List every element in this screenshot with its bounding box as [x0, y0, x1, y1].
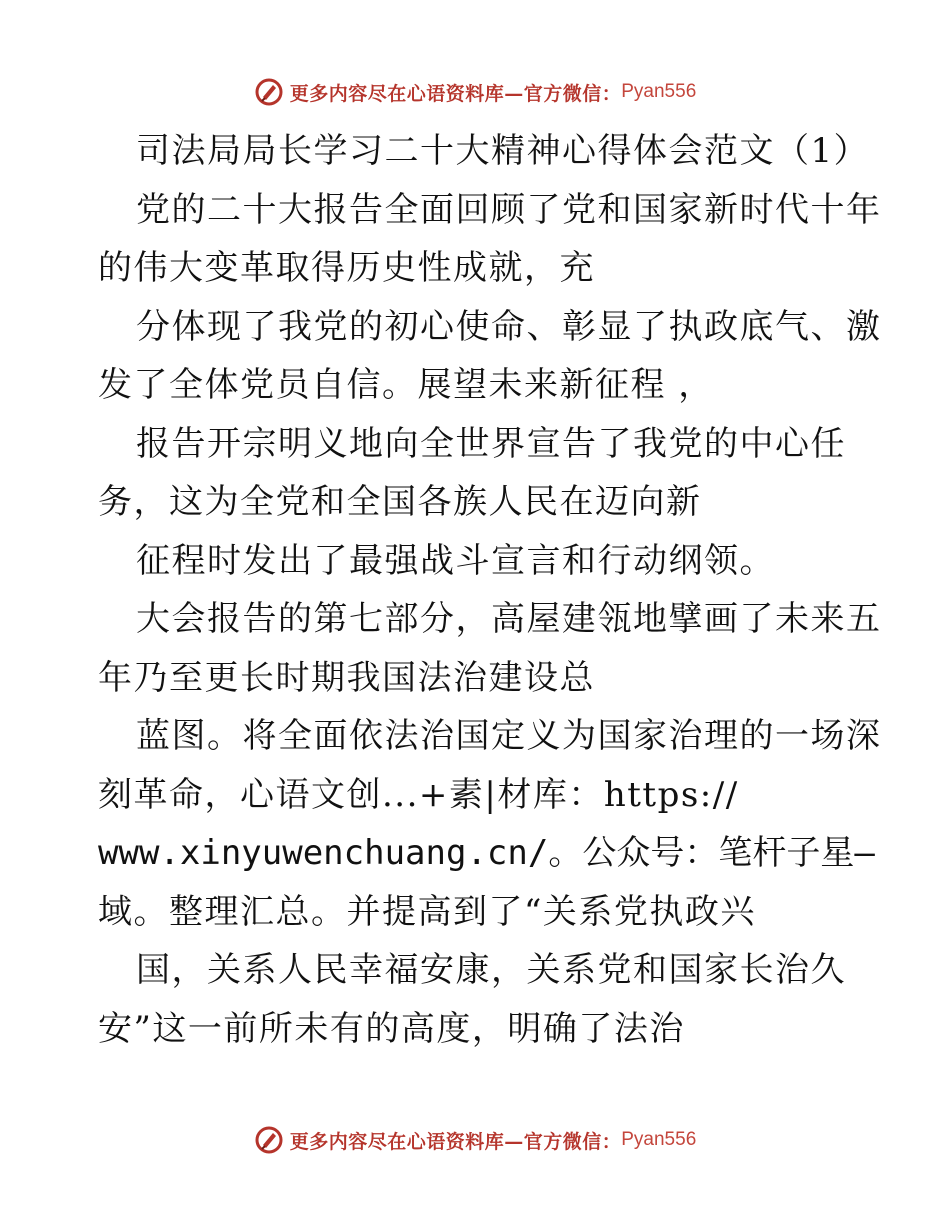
- paragraph-line: 报告开宗明义地向全世界宣告了我党的中心任: [136, 423, 846, 464]
- banner-wechat-id: Pyan556: [621, 81, 697, 102]
- paragraph-line: 年乃至更长时期我国法治建设总: [98, 657, 595, 698]
- banner-text: 更多内容尽在心语资料库—官方微信：: [289, 82, 622, 105]
- footer-banner: [0, 1120, 950, 1160]
- paragraph-line: 蓝图。将全面依法治国定义为国家治理的一场深: [136, 716, 882, 756]
- paragraph-line: 发了全体党员自信。展望未来新征程 ，: [98, 365, 714, 405]
- paragraph-line: 征程时发出了最强战斗宣言和行动纲领。: [136, 540, 775, 581]
- paragraph-line: 大会报告的第七部分，高屋建瓴地擘画了未来五: [136, 599, 882, 639]
- paragraph-line: 域。整理汇总。并提高到了“关系党执政兴: [98, 891, 756, 932]
- brand-logo-icon: [254, 1125, 284, 1155]
- brand-logo-icon: [254, 77, 284, 107]
- paragraph-line: 国，关系人民幸福安康，关系党和国家长治久: [136, 950, 846, 990]
- paragraph-line: 分体现了我党的初心使命、彰显了执政底气、激: [136, 306, 882, 347]
- paragraph-line: 的伟大变革取得历史性成就，充: [98, 248, 595, 288]
- header-banner: [0, 72, 950, 112]
- document-body: [98, 122, 882, 1058]
- paragraph-line: 刻革命，心语文创...+素|材库：https://: [98, 774, 739, 815]
- banner-wechat-id: Pyan556: [621, 1129, 697, 1150]
- document-title: 司法局局长学习二十大精神心得体会范文（1）: [136, 131, 870, 171]
- paragraph-line: 务，这为全党和全国各族人民在迈向新: [98, 482, 702, 522]
- paragraph-line-url: www.xinyuwenchuang.cn/。公众号：笔杆子星—: [98, 833, 875, 873]
- paragraph-line: 党的二十大报告全面回顾了党和国家新时代十年: [136, 189, 882, 230]
- banner-text: 更多内容尽在心语资料库—官方微信：: [289, 1130, 622, 1153]
- paragraph-line: 安”这一前所未有的高度，明确了法治: [98, 1008, 685, 1049]
